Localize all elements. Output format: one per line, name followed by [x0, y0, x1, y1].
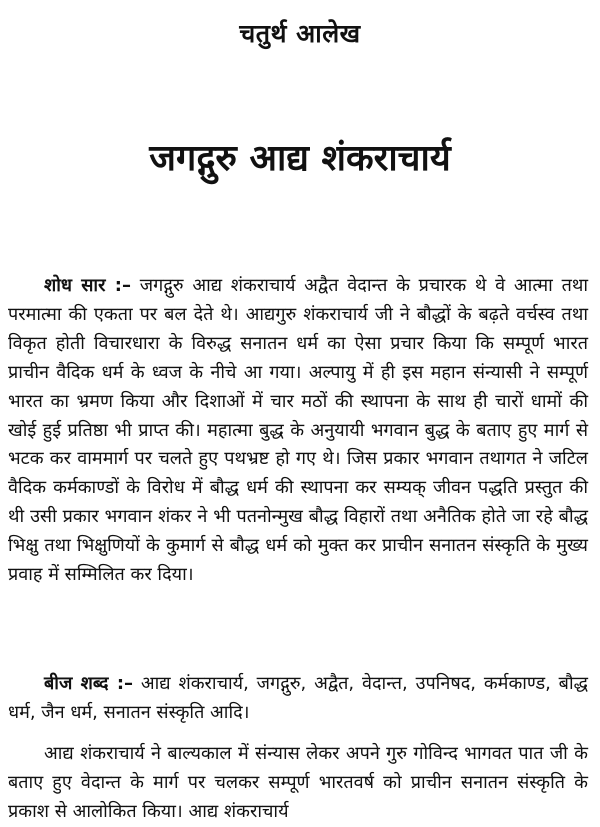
- page-title: जगद्गुरु आद्य शंकराचार्य: [149, 138, 451, 179]
- abstract-label: शोध सार :–: [44, 275, 131, 296]
- abstract-text: जगद्गुरु आद्य शंकराचार्य अद्वैत वेदान्त के प्रचारक थे वे आत्मा तथा परमात्मा की एकता पर बल देते थे। आद्यगुरु शंकराचार्य जी ने बौद्धों के बढ़ते वर्चस्व तथा विकृत होती विचारधारा के विरुद्ध सनातन धर्म का ऐसा प्रचार किया कि सम्पूर्ण भारत प्राचीन वैदिक धर्म के ध्वज के नीचे आ गया। अल्पायु में ही इस महान संन्यासी ने सम्पूर्ण भारत का भ्रमण किया और दिशाओं में चार मठों की स्थापना के साथ ही चारों धामों की खोई हुई प्रतिष्ठा भी प्राप्त की। महात्मा बुद्ध के अनुयायी भगवान बुद्ध के बताए हुए मार्ग से भटक कर वाममार्ग पर चलते हुए पथभ्रष्ट हो गए थे। जिस प्रकार भगवान तथागत ने जटिल वैदिक कर्मकाण्डों के विरोध में बौद्ध धर्म की स्थापना कर सम्यक् जीवन पद्धति प्रस्तुत की थी उसी प्रकार भगवान शंकर ने भी पतनोन्मुख बौद्ध विहारों तथा अनैतिक होते जा रहे बौद्ध भिक्षु तथा भिक्षुणियों के कुमार्ग से बौद्ध धर्म को मुक्त कर प्राचीन सनातन संस्कृति के मुख्य प्रवाह में सम्मिलित कर दिया।: [8, 275, 588, 586]
- keywords-paragraph: [8, 670, 588, 728]
- keywords-text: आद्य शंकराचार्य, जगद्गुरु, अद्वैत, वेदान्त, उपनिषद, कर्मकाण्ड, बौद्ध धर्म, जैन धर्म, सनातन संस्कृति आदि।: [8, 673, 588, 723]
- body-paragraph: आद्य शंकराचार्य ने बाल्यकाल में संन्यास लेकर अपने गुरु गोविन्द भागवत पात जी के बताए हुए वेदान्त के मार्ग पर चलकर सम्पूर्ण भारतवर्ष को प्राचीन सनातन संस्कृति के प्रकाश से आलोकित किया। आद्य शंकराचार्य: [8, 743, 588, 822]
- chapter-heading: चतुर्थ आलेख: [239, 19, 361, 48]
- keywords-label: बीज शब्द :–: [44, 673, 134, 694]
- abstract-paragraph: [8, 272, 588, 590]
